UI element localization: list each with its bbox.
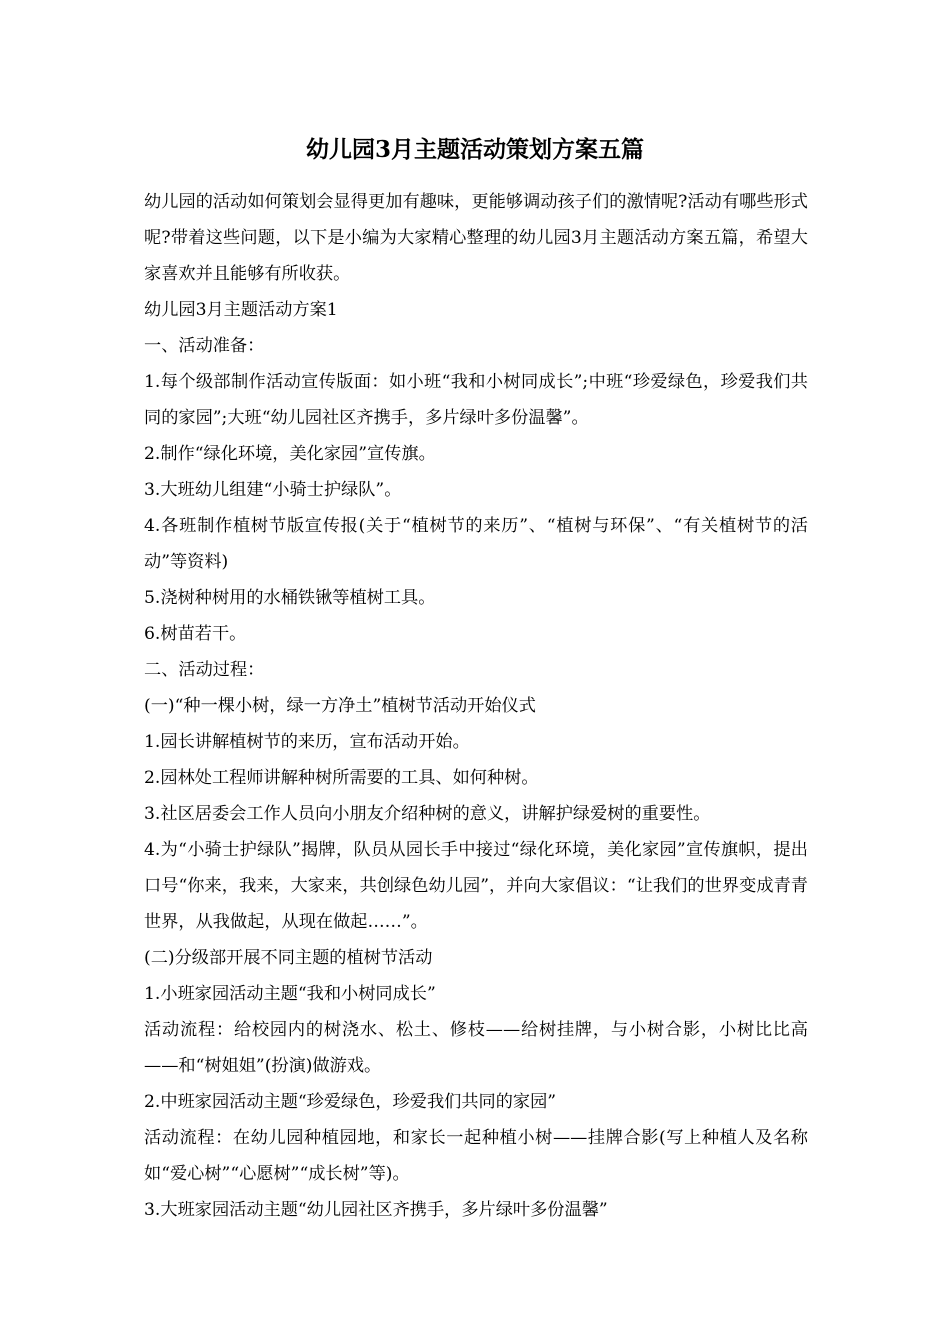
prep-item-5: 5.浇树种树用的水桶铁锹等植树工具。 bbox=[144, 588, 436, 608]
small-class-flow: 活动流程：给校园内的树浇水、松土、修枝——给树挂牌，与小树合影，小树比比高——和“树姐姐”(扮演)做游戏。 bbox=[144, 1020, 808, 1076]
small-class-theme: 1.小班家园活动主题“我和小树同成长” bbox=[144, 984, 436, 1004]
middle-class-flow: 活动流程：在幼儿园种植园地，和家长一起种植小树——挂牌合影(写上种植人及名称如“爱心树”“心愿树”“成长树”等)。 bbox=[144, 1128, 808, 1184]
subheading-opening-ceremony: (一)“种一棵小树，绿一方净土”植树节活动开始仪式 bbox=[144, 696, 536, 716]
process-item-3: 3.社区居委会工作人员向小朋友介绍种树的意义，讲解护绿爱树的重要性。 bbox=[144, 804, 711, 824]
document-title: 幼儿园3月主题活动策划方案五篇 bbox=[305, 136, 644, 163]
prep-item-1: 1.每个级部制作活动宣传版面：如小班“我和小树同成长”;中班“珍爱绿色，珍爱我们共同的家园”;大班“幼儿园社区齐携手，多片绿叶多份温馨”。 bbox=[144, 372, 808, 428]
process-item-2: 2.园林处工程师讲解种树所需要的工具、如何种树。 bbox=[144, 768, 539, 788]
middle-class-theme: 2.中班家园活动主题“珍爱绿色，珍爱我们共同的家园” bbox=[144, 1092, 557, 1112]
document-body bbox=[144, 184, 808, 1228]
process-item-4: 4.为“小骑士护绿队”揭牌，队员从园长手中接过“绿化环境，美化家园”宣传旗帜，提出口号“你来，我来，大家来，共创绿色幼儿园”，并向大家倡议：“让我们的世界变成青青世界，从我做起，从现在做起……”。 bbox=[144, 840, 808, 932]
subheading-grade-activities: (二)分级部开展不同主题的植树节活动 bbox=[144, 948, 433, 968]
prep-item-2: 2.制作“绿化环境，美化家园”宣传旗。 bbox=[144, 444, 436, 464]
process-item-1: 1.园长讲解植树节的来历，宣布活动开始。 bbox=[144, 732, 470, 752]
intro-paragraph: 幼儿园的活动如何策划会显得更加有趣味，更能够调动孩子们的激情呢?活动有哪些形式呢?带着这些问题，以下是小编为大家精心整理的幼儿园3月主题活动方案五篇，希望大家喜欢并且能够有所收获。 bbox=[144, 192, 808, 284]
section-heading-plan-1: 幼儿园3月主题活动方案1 bbox=[144, 300, 338, 320]
senior-class-theme: 3.大班家园活动主题“幼儿园社区齐携手，多片绿叶多份温馨” bbox=[144, 1200, 608, 1220]
heading-process: 二、活动过程： bbox=[144, 660, 265, 680]
prep-item-4: 4.各班制作植树节版宣传报(关于“植树节的来历”、“植树与环保”、“有关植树节的活动”等资料) bbox=[144, 516, 808, 572]
prep-item-6: 6.树苗若干。 bbox=[144, 624, 247, 644]
prep-item-3: 3.大班幼儿组建“小骑士护绿队”。 bbox=[144, 480, 402, 500]
heading-preparation: 一、活动准备： bbox=[144, 336, 265, 356]
